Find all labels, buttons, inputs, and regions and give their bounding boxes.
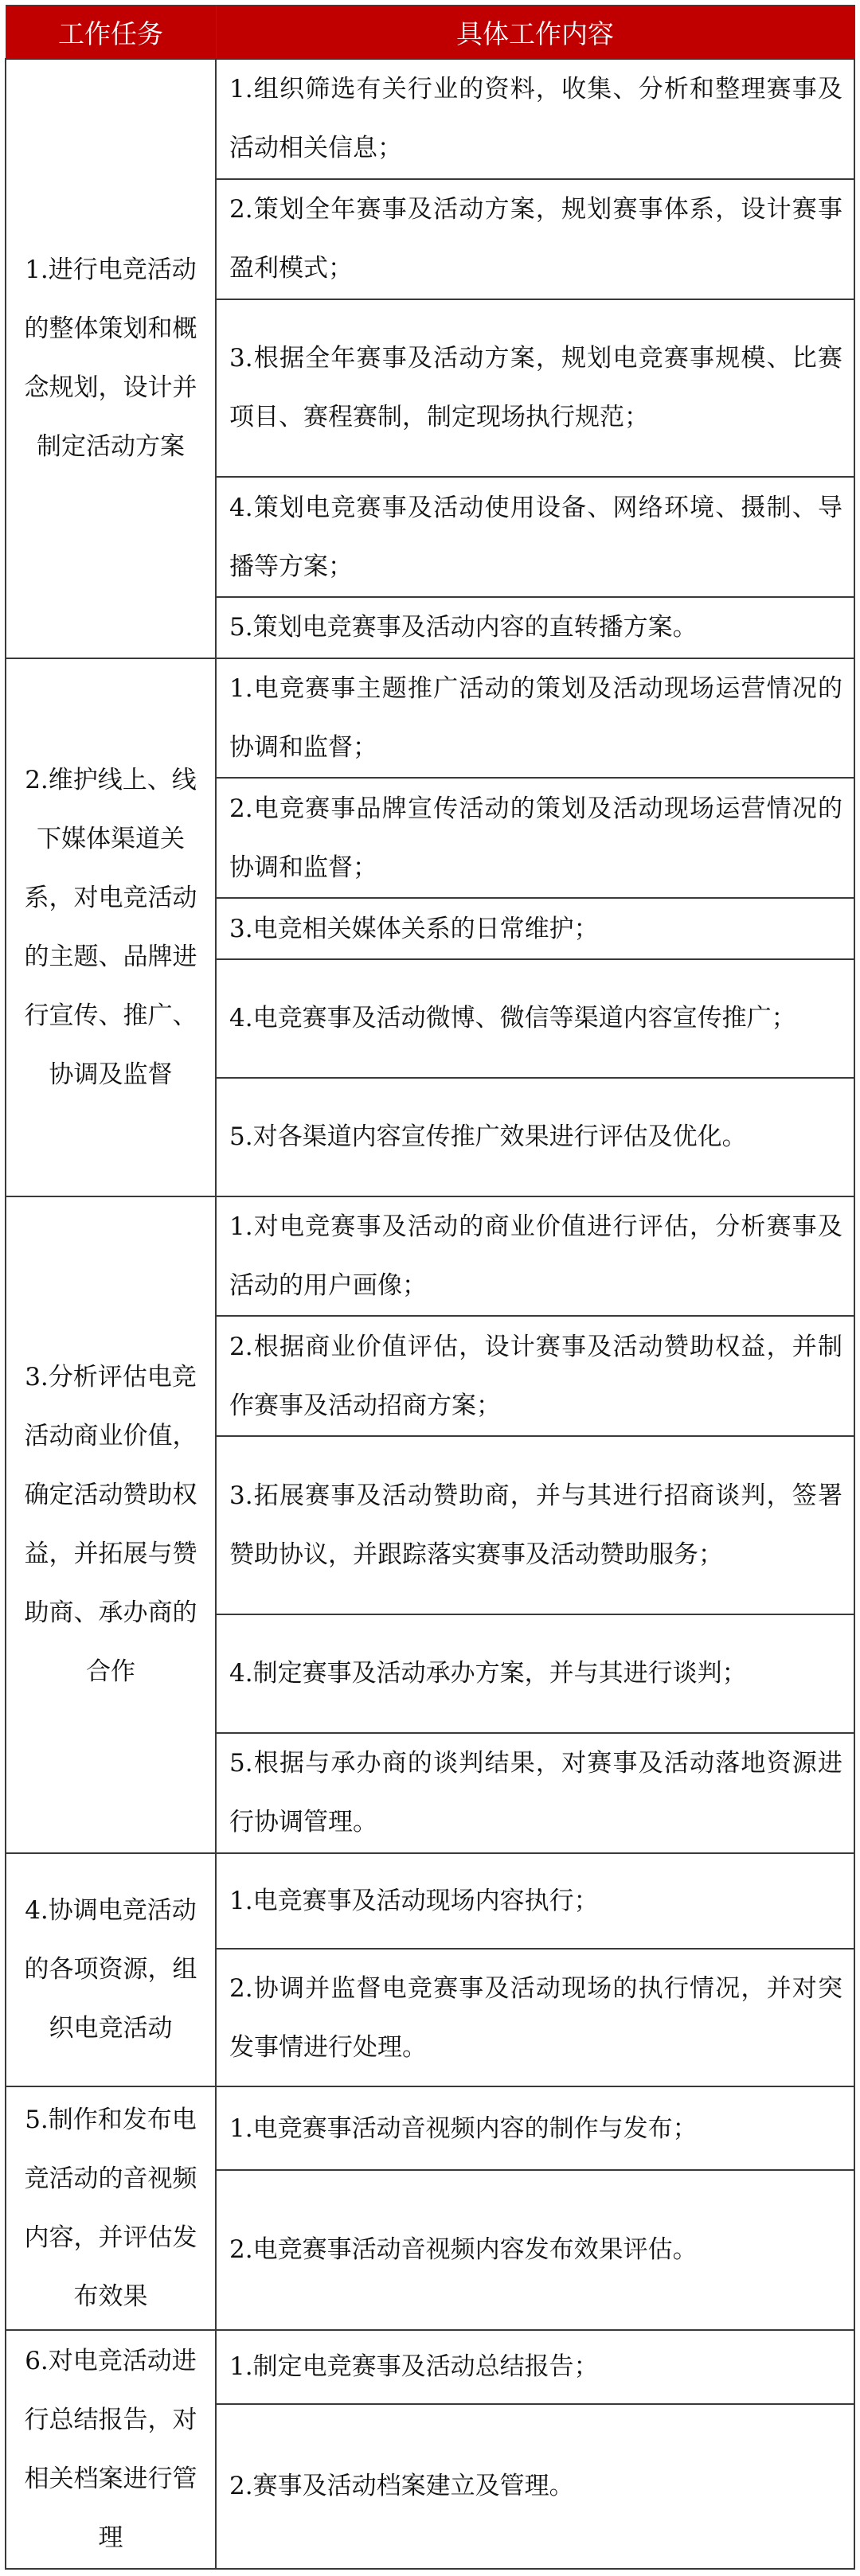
task-cell: 3.分析评估电竞活动商业价值，确定活动赞助权益，并拓展与赞助商、承办商的合作 (6, 1196, 216, 1853)
content-cell: 1.电竞赛事及活动现场内容执行； (216, 1853, 854, 1950)
task-cell: 6.对电竞活动进行总结报告，对相关档案进行管理 (6, 2330, 216, 2569)
table-row (6, 1196, 854, 1317)
content-cell: 4.电竞赛事及活动微博、微信等渠道内容宣传推广； (216, 959, 854, 1078)
content-cell: 2.电竞赛事活动音视频内容发布效果评估。 (216, 2170, 854, 2330)
content-cell: 3.拓展赛事及活动赞助商，并与其进行招商谈判，签署赞助协议，并跟踪落实赛事及活动赞助服务； (216, 1436, 854, 1614)
task-cell: 5.制作和发布电竞活动的音视频内容，并评估发布效果 (6, 2086, 216, 2330)
content-cell: 2.策划全年赛事及活动方案，规划赛事体系，设计赛事盈利模式； (216, 179, 854, 299)
content-cell: 2.协调并监督电竞赛事及活动现场的执行情况，并对突发事情进行处理。 (216, 1949, 854, 2086)
content-cell: 2.根据商业价值评估，设计赛事及活动赞助权益，并制作赛事及活动招商方案； (216, 1316, 854, 1436)
content-cell: 4.制定赛事及活动承办方案，并与其进行谈判； (216, 1614, 854, 1733)
content-cell: 3.根据全年赛事及活动方案，规划电竞赛事规模、比赛项目、赛程赛制，制定现场执行规范； (216, 299, 854, 477)
table-row (6, 2330, 854, 2404)
content-cell: 4.策划电竞赛事及活动使用设备、网络环境、摄制、导播等方案； (216, 477, 854, 597)
header-task: 工作任务 (6, 6, 216, 60)
work-tasks-table-sheet (5, 5, 854, 2570)
content-cell: 5.策划电竞赛事及活动内容的直转播方案。 (216, 597, 854, 658)
table-row (6, 658, 854, 779)
task-cell: 4.协调电竞活动的各项资源，组织电竞活动 (6, 1853, 216, 2087)
content-cell: 1.组织筛选有关行业的资料，收集、分析和整理赛事及活动相关信息； (216, 59, 854, 179)
table-row (6, 1853, 854, 1950)
content-cell: 3.电竞相关媒体关系的日常维护； (216, 898, 854, 958)
table-row (6, 2086, 854, 2170)
work-tasks-table (5, 5, 855, 2570)
table-row (6, 59, 854, 179)
content-cell: 1.电竞赛事主题推广活动的策划及活动现场运营情况的协调和监督； (216, 658, 854, 779)
content-cell: 5.根据与承办商的谈判结果，对赛事及活动落地资源进行协调管理。 (216, 1733, 854, 1853)
content-cell: 5.对各渠道内容宣传推广效果进行评估及优化。 (216, 1078, 854, 1196)
content-cell: 1.电竞赛事活动音视频内容的制作与发布； (216, 2086, 854, 2170)
content-cell: 2.赛事及活动档案建立及管理。 (216, 2404, 854, 2569)
content-cell: 1.制定电竞赛事及活动总结报告； (216, 2330, 854, 2404)
task-cell: 2.维护线上、线下媒体渠道关系，对电竞活动的主题、品牌进行宣传、推广、协调及监督 (6, 658, 216, 1196)
content-cell: 2.电竞赛事品牌宣传活动的策划及活动现场运营情况的协调和监督； (216, 778, 854, 898)
header-content: 具体工作内容 (216, 6, 854, 60)
content-cell: 1.对电竞赛事及活动的商业价值进行评估，分析赛事及活动的用户画像； (216, 1196, 854, 1317)
table-header-row (6, 6, 854, 60)
task-cell: 1.进行电竞活动的整体策划和概念规划，设计并制定活动方案 (6, 59, 216, 658)
